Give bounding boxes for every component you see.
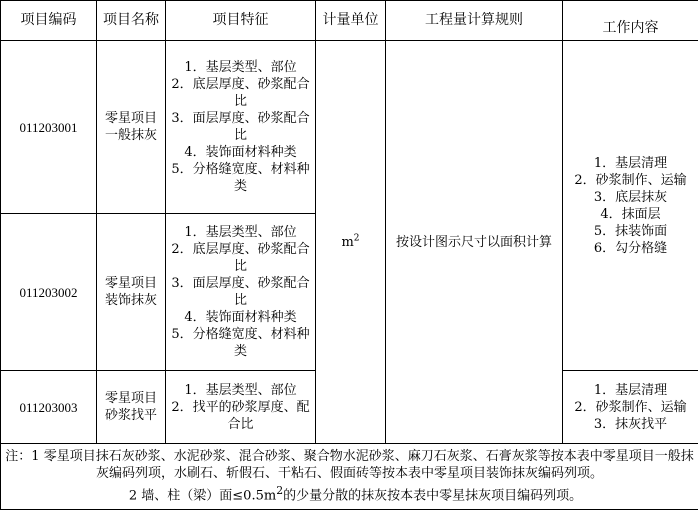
work-contents-cell [563, 41, 698, 371]
feature-item: 1．基层类型、部位 [169, 224, 312, 241]
header-name: 项目名称 [97, 1, 166, 41]
item-code: 011203001 [1, 41, 97, 214]
feature-item: 5．分格缝宽度、材料种类 [169, 326, 312, 360]
feature-item: 2．找平的砂浆厚度、配合比 [169, 399, 312, 433]
feature-item: 4．装饰面材料种类 [169, 144, 312, 161]
header-rule: 工程量计算规则 [386, 1, 563, 41]
item-code: 011203003 [1, 371, 97, 444]
work-contents-cell [563, 371, 698, 444]
unit-base: m [341, 235, 353, 250]
item-features [166, 371, 316, 444]
note-2-tail: 的少量分散的抹灰按本表中零星抹灰项目编码列项。 [283, 489, 582, 504]
work-item: 1．基层清理 [566, 155, 695, 172]
feature-item: 1．基层类型、部位 [169, 59, 312, 76]
header-row [1, 1, 698, 41]
header-code: 项目编码 [1, 1, 97, 41]
notes-row [1, 444, 698, 510]
unit-exponent: 2 [354, 233, 360, 243]
feature-item: 3．面层厚度、砂浆配合比 [169, 110, 312, 144]
feature-item: 2．底层厚度、砂浆配合比 [169, 76, 312, 110]
header-unit: 计量单位 [316, 1, 386, 41]
table-row [1, 41, 698, 214]
work-item: 1．基层清理 [566, 382, 695, 399]
item-name: 零星项目装饰抹灰 [97, 214, 166, 371]
item-name: 零星项目一般抹灰 [97, 41, 166, 214]
work-item: 2．砂浆制作、运输 [566, 172, 695, 189]
work-item: 3．抹灰找平 [566, 416, 695, 433]
notes-cell [1, 444, 698, 510]
note-2-sup: 2 [276, 484, 283, 497]
work-item: 4．抹面层 [566, 206, 695, 223]
note-1: 注：1 零星项目抹石灰砂浆、水泥砂浆、混合砂浆、聚合物水泥砂浆、麻刀石灰浆、石膏灰浆等按本表中零星项目一般抹灰编码列项，水刷石、斩假石、干粘石、假面砖等按本表中零星项目装饰抹灰编码列项。 [4, 448, 695, 482]
header-features: 项目特征 [166, 1, 316, 41]
rule-cell: 按设计图示尺寸以面积计算 [386, 41, 563, 444]
work-item: 3．底层抹灰 [566, 189, 695, 206]
header-work: 工作内容 [563, 1, 698, 41]
work-item: 5．抹装饰面 [566, 223, 695, 240]
feature-item: 2．底层厚度、砂浆配合比 [169, 241, 312, 275]
note-2-text: 2 墙、柱（梁）面≤0.5m [129, 489, 276, 504]
unit-cell [316, 41, 386, 444]
item-code: 011203002 [1, 214, 97, 371]
work-item: 2．砂浆制作、运输 [566, 399, 695, 416]
item-features [166, 41, 316, 214]
feature-item: 1．基层类型、部位 [169, 382, 312, 399]
feature-item: 3．面层厚度、砂浆配合比 [169, 275, 312, 309]
work-item: 6．勾分格缝 [566, 240, 695, 257]
feature-item: 4．装饰面材料种类 [169, 309, 312, 326]
feature-item: 5．分格缝宽度、材料种类 [169, 161, 312, 195]
note-2 [4, 482, 695, 504]
item-features [166, 214, 316, 371]
item-name: 零星项目砂浆找平 [97, 371, 166, 444]
